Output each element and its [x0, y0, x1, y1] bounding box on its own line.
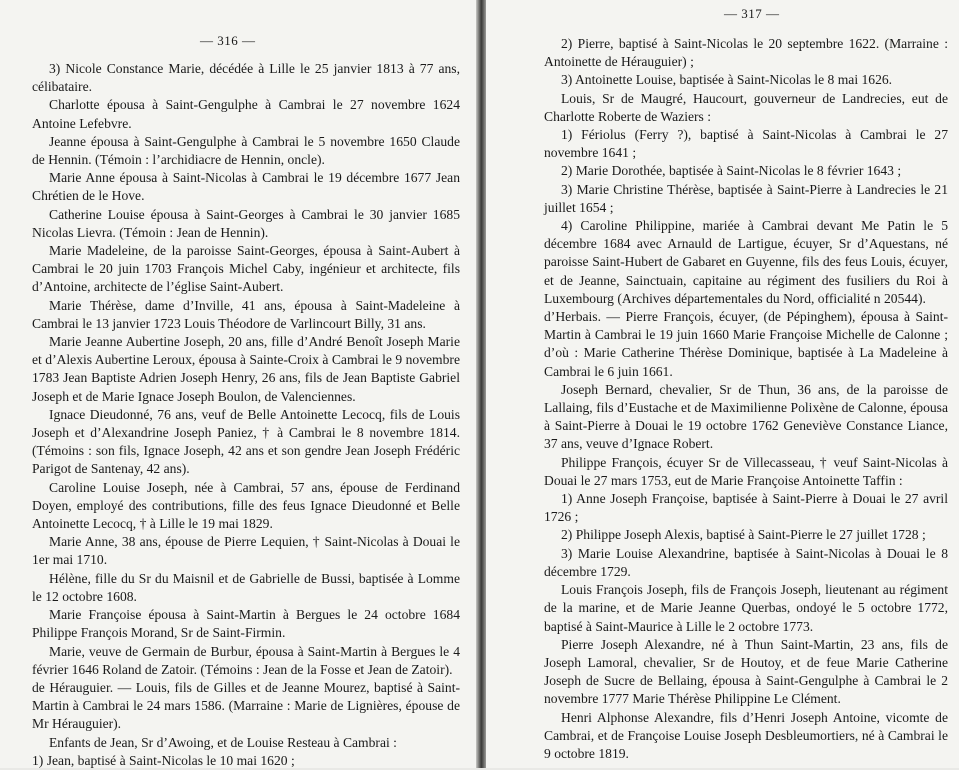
paragraph: Caroline Louise Joseph, née à Cambrai, 57 ans, épouse de Ferdinand Doyen, employé des contributions, fille des feus Ignace Dieudonné et Belle Antoinette Lecocq, † à Lille le 19 mai 1829.	[32, 479, 460, 532]
paragraph: Marie, veuve de Germain de Burbur, épousa à Saint-Martin à Bergues le 4 février 1646 Roland de Zatoir. (Témoins : Jean de la Fosse et Jean de Zatoir).	[32, 643, 460, 677]
right-page	[486, 0, 959, 768]
left-page	[0, 0, 476, 768]
paragraph: Marie Jeanne Aubertine Joseph, 20 ans, fille d’André Benoît Joseph Marie et d’Alexis Aubertine Leroux, épousa à Sainte-Croix à Cambrai le 9 novembre 1783 Jean Baptiste Adrien Joseph Henry, 26 ans, fils de Jean Baptiste Gabriel Joseph et de Marie Ignace Joseph Boulon, de Valenciennes.	[32, 334, 460, 404]
book-gutter	[476, 0, 486, 768]
paragraph: 2) Philippe Joseph Alexis, baptisé à Saint-Pierre le 27 juillet 1728 ;	[561, 527, 926, 543]
paragraph: Marie Françoise épousa à Saint-Martin à Bergues le 24 octobre 1684 Philippe François Morand, Sr de Saint-Firmin.	[32, 607, 460, 641]
paragraph: Marie Anne, 38 ans, épouse de Pierre Lequien, † Saint-Nicolas à Douai le 1er mai 1710.	[32, 534, 460, 568]
family-heading-paragraph: de Hérauguier. — Louis, fils de Gilles et de Jeanne Mourez, baptisé à Saint-Martin à Cambrai le 24 mars 1586. (Marraine : Marie de Lignières, épouse de Mr Hérauguier).	[32, 679, 460, 732]
paragraph: Philippe François, écuyer Sr de Villecasseau, † veuf Saint-Nicolas à Douai le 27 mars 1753, eut de Marie Françoise Antoinette Taffin :	[544, 454, 948, 488]
right-page-text	[544, 35, 948, 763]
paragraph: 1) Jean, baptisé à Saint-Nicolas le 10 mai 1620 ;	[32, 752, 295, 768]
paragraph: 3) Nicole Constance Marie, décédée à Lille le 25 janvier 1813 à 77 ans, célibataire.	[32, 61, 460, 95]
paragraph: Marie Anne épousa à Saint-Nicolas à Cambrai le 19 décembre 1677 Jean Chrétien de le Hove.	[32, 170, 460, 204]
paragraph: Pierre Joseph Alexandre, né à Thun Saint-Martin, 23 ans, fils de Joseph Lamoral, chevalier, Sr de Houtoy, et de feue Marie Catherine Joseph de Sucre de Bellaing, épousa à Saint-Gengulphe à Cambrai le 2 novembre 1777 Marie Thérèse Philippine Le Clément.	[544, 636, 948, 707]
paragraph: Joseph Bernard, chevalier, Sr de Thun, 36 ans, de la paroisse de Lallaing, fils d’Eustache et de Maximilienne Polixène de Calonne, épousa à Saint-Pierre à Douai le 19 octobre 1762 Geneviève Constance Liance, 37 ans, veuve d’Ignace Robert.	[544, 381, 948, 452]
paragraph: Louis François Joseph, fils de François Joseph, lieutenant au régiment de la marine, et de Marie Jeanne Querbas, ondoyé le 5 octobre 1772, baptisé à Saint-Maurice à Lille le 2 octobre 1773.	[544, 582, 948, 634]
paragraph: 2) Pierre, baptisé à Saint-Nicolas le 20 septembre 1622. (Marraine : Antoinette de Hérauguier) ;	[544, 36, 948, 70]
family-heading-paragraph: d’Herbais. — Pierre François, écuyer, (de Pépinghem), épousa à Saint-Martin à Cambrai le 19 juin 1660 Marie Françoise Michelle de Calonne ; d’où : Marie Catherine Thérèse Dominique, baptisée à La Madeleine à Cambrai le 6 juin 1661.	[544, 309, 948, 379]
paragraph: 1) Anne Joseph Françoise, baptisée à Saint-Pierre à Douai le 27 avril 1726 ;	[544, 491, 948, 525]
paragraph: Marie Thérèse, dame d’Inville, 41 ans, épousa à Saint-Madeleine à Cambrai le 13 janvier 1723 Louis Théodore de Varlincourt Billy, 31 ans.	[32, 297, 460, 331]
paragraph: Catherine Louise épousa à Saint-Georges à Cambrai le 30 janvier 1685 Nicolas Lievra. (Témoin : Jean de Hennin).	[32, 206, 460, 240]
paragraph: Charlotte épousa à Saint-Gengulphe à Cambrai le 27 novembre 1624 Antoine Lefebvre.	[32, 97, 460, 131]
paragraph: 3) Marie Christine Thérèse, baptisée à Saint-Pierre à Landrecies le 21 juillet 1654 ;	[544, 181, 948, 215]
paragraph: Louis, Sr de Maugré, Haucourt, gouverneur de Landrecies, eut de Charlotte Roberte de Waziers :	[544, 90, 948, 124]
paragraph: 3) Antoinette Louise, baptisée à Saint-Nicolas le 8 mai 1626.	[561, 72, 893, 88]
paragraph: Henri Alphonse Alexandre, fils d’Henri Joseph Antoine, vicomte de Cambrai, et de Françoise Louise Joseph Desbleumortiers, né à Cambrai le 9 octobre 1819.	[544, 709, 948, 761]
paragraph: 1) Fériolus (Ferry ?), baptisé à Saint-Nicolas à Cambrai le 27 novembre 1641 ;	[544, 127, 948, 161]
paragraph: Ignace Dieudonné, 76 ans, veuf de Belle Antoinette Lecocq, fils de Louis Joseph et d’Alexandrine Joseph Paniez, † à Cambrai le 8 novembre 1814. (Témoins : son fils, Ignace Joseph, 42 ans et son gendre Jean Joseph Frédéric Parigot de Santenay, 42 ans).	[32, 406, 460, 477]
paragraph: Marie Madeleine, de la paroisse Saint-Georges, épousa à Saint-Aubert à Cambrai le 20 juin 1703 François Michel Caby, ingénieur et architecte, fils d’Antoine, architecte de l’église Saint-Aubert.	[32, 243, 460, 295]
paragraph: 2) Marie Dorothée, baptisée à Saint-Nicolas le 8 février 1643 ;	[561, 163, 902, 179]
paragraph: 3) Marie Louise Alexandrine, baptisée à Saint-Nicolas à Douai le 8 décembre 1729.	[544, 545, 948, 579]
page-number-left: — 316 —	[200, 33, 256, 48]
paragraph: Enfants de Jean, Sr d’Awoing, et de Louise Resteau à Cambrai :	[49, 734, 397, 750]
paragraph: Hélène, fille du Sr du Maisnil et de Gabrielle de Bussi, baptisée à Lomme le 12 octobre 1608.	[32, 570, 460, 604]
paragraph: 4) Caroline Philippine, mariée à Cambrai devant Me Patin le 5 décembre 1684 avec Arnauld de Lartigue, écuyer, Sr d’Aquestans, né paroisse Saint-Hubert de Gabaret en Guyenne, fils des feus Louis, écuyer, et de Jeanne, Sainctuain, capitaine au régiment des fusiliers du Roi à Luxembourg (Archives départementales du Nord, officialité n 20544).	[544, 218, 948, 306]
page-number-right: — 317 —	[724, 6, 780, 21]
left-page-text	[32, 60, 460, 770]
paragraph: Jeanne épousa à Saint-Gengulphe à Cambrai le 5 novembre 1650 Claude de Hennin. (Témoin : l’archidiacre de Hennin, oncle).	[32, 133, 460, 168]
